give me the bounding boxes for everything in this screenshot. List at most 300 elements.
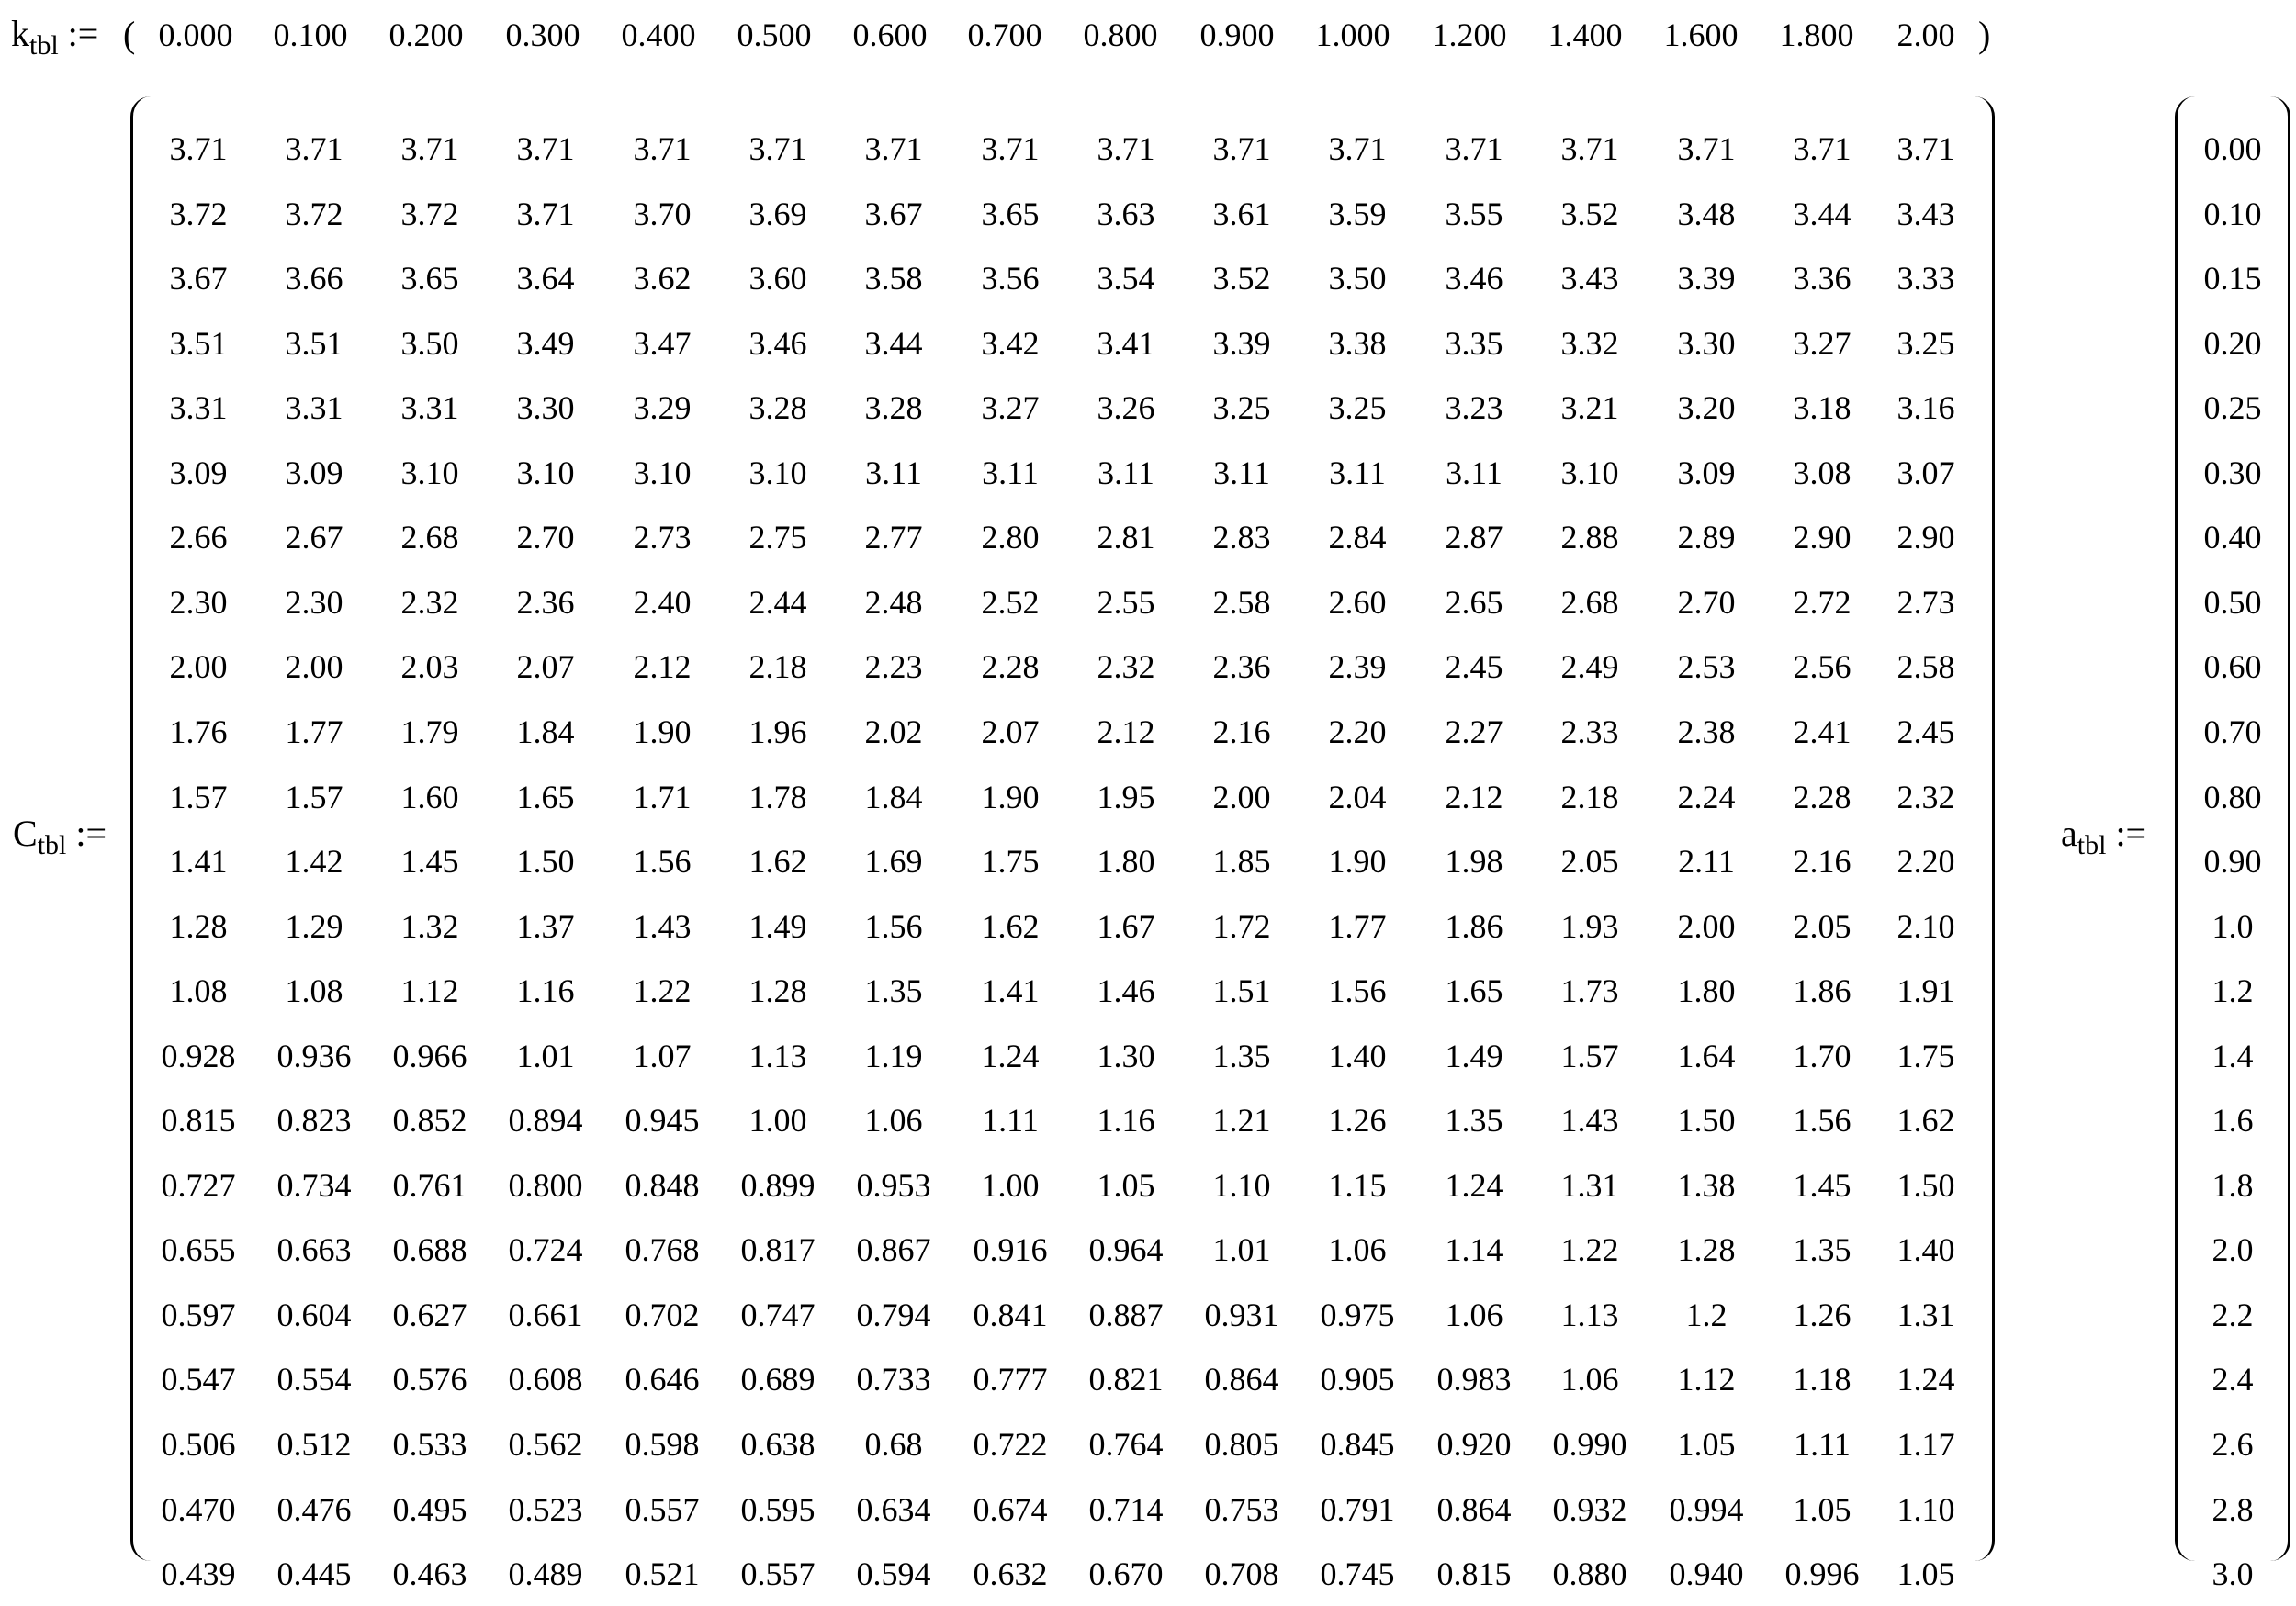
c-tbl-cell: 1.62 [1896,1102,1955,1140]
c-tbl-cell: 1.08 [169,972,228,1010]
c-tbl-cell: 2.68 [400,519,459,556]
c-tbl-cell: 0.905 [1320,1361,1395,1398]
k-tbl-label [11,13,99,61]
c-tbl-cell: 2.36 [1212,648,1271,686]
c-tbl-cell: 2.81 [1097,519,1155,556]
c-tbl-cell: 0.821 [1088,1361,1164,1398]
c-tbl-cell: 1.18 [1793,1361,1851,1398]
c-tbl-cell: 2.67 [285,519,343,556]
c-tbl-cell: 2.27 [1445,713,1503,750]
c-tbl-cell: 3.58 [864,260,923,298]
c-tbl-cell: 3.31 [400,389,459,427]
c-tbl-cell: 1.72 [1212,907,1271,945]
c-tbl-cell: 1.86 [1793,972,1851,1010]
c-tbl-cell: 3.11 [1213,454,1270,491]
c-tbl-cell: 1.31 [1560,1166,1619,1204]
c-tbl-cell: 2.07 [516,648,575,686]
c-tbl-cell: 0.920 [1436,1426,1512,1463]
c-tbl-row [130,441,1995,505]
c-tbl-cell: 2.30 [169,583,228,621]
c-tbl-cell: 2.48 [864,583,923,621]
c-tbl-cell: 1.56 [1328,972,1387,1010]
c-tbl-cell: 1.41 [169,843,228,881]
c-tbl-cell: 0.945 [625,1102,700,1140]
c-tbl-cell: 1.40 [1896,1231,1955,1269]
a-tbl-value: 2.4 [2212,1361,2254,1398]
k-tbl-value: 0.900 [1199,17,1275,53]
c-tbl-cell: 1.26 [1328,1102,1387,1140]
c-tbl-cell: 3.71 [748,130,807,167]
c-tbl-cell: 3.44 [864,324,923,362]
c-tbl-cell: 0.661 [508,1296,583,1333]
c-tbl-cell: 1.45 [400,843,459,881]
a-tbl-value: 0.60 [2203,648,2262,686]
c-tbl-row [130,1542,1995,1606]
k-tbl-name: k [11,13,29,54]
c-tbl-cell: 1.22 [633,972,692,1010]
c-tbl-cell: 2.05 [1560,843,1619,881]
a-tbl-label [2061,815,2146,859]
c-tbl-cell: 0.463 [392,1555,467,1593]
c-tbl-cell: 1.49 [1445,1037,1503,1074]
c-tbl-cell: 0.727 [161,1166,236,1204]
c-tbl-cell: 0.928 [161,1037,236,1074]
c-tbl-cell: 3.71 [633,130,692,167]
a-tbl-value: 0.70 [2203,713,2262,750]
c-tbl-cell: 2.05 [1793,907,1851,945]
c-tbl-cell: 0.845 [1320,1426,1395,1463]
c-tbl-cell: 2.80 [981,519,1040,556]
c-tbl-row [130,182,1995,246]
c-tbl-cell: 0.597 [161,1296,236,1333]
c-tbl-cell: 1.07 [633,1037,692,1074]
c-tbl-cell: 1.46 [1097,972,1155,1010]
c-tbl-cell: 1.71 [633,778,692,815]
c-tbl-cell: 3.65 [981,195,1040,232]
c-tbl-cell: 3.70 [633,195,692,232]
c-tbl-cell: 0.489 [508,1555,583,1593]
c-tbl-cell: 0.634 [856,1490,931,1528]
c-tbl-cell: 0.476 [276,1490,352,1528]
c-tbl-cell: 1.24 [981,1037,1040,1074]
c-tbl-cell: 0.733 [856,1361,931,1398]
c-tbl-cell: 2.16 [1793,843,1851,881]
c-tbl-cell: 3.64 [516,260,575,298]
c-tbl-cell: 0.439 [161,1555,236,1593]
c-tbl-cell: 3.71 [1560,130,1619,167]
c-tbl-cell: 3.46 [748,324,807,362]
c-tbl-cell: 2.41 [1793,713,1851,750]
c-tbl-cell: 1.12 [1677,1361,1736,1398]
c-tbl-row [130,1412,1995,1477]
c-tbl-cell: 2.45 [1896,713,1955,750]
c-tbl-cell: 2.23 [864,648,923,686]
c-tbl-cell: 3.30 [1677,324,1736,362]
c-tbl-cell: 2.88 [1560,519,1619,556]
c-tbl-cell: 3.29 [633,389,692,427]
c-tbl-cell: 0.608 [508,1361,583,1398]
a-tbl-value: 0.90 [2203,843,2262,881]
c-tbl-cell: 0.990 [1552,1426,1627,1463]
c-tbl-row [130,117,1995,181]
c-tbl-cell: 0.880 [1552,1555,1627,1593]
c-tbl-cell: 0.638 [740,1426,816,1463]
a-tbl-value: 2.2 [2212,1296,2254,1333]
c-tbl-cell: 0.864 [1204,1361,1279,1398]
a-tbl-value: 1.0 [2212,907,2254,945]
c-tbl-cell: 0.495 [392,1490,467,1528]
c-tbl-cell: 3.31 [169,389,228,427]
c-tbl-cell: 1.17 [1896,1426,1955,1463]
c-tbl-cell: 1.70 [1793,1037,1851,1074]
c-tbl-cell: 0.994 [1669,1490,1744,1528]
c-tbl-name: C [13,813,38,854]
c-tbl-cell: 3.25 [1212,389,1271,427]
c-tbl-cell: 0.996 [1784,1555,1860,1593]
c-tbl-subscript: tbl [37,830,67,860]
c-tbl-cell: 1.64 [1677,1037,1736,1074]
c-tbl-cell: 1.50 [516,843,575,881]
c-tbl-cell: 3.44 [1793,195,1851,232]
c-tbl-cell: 1.29 [285,907,343,945]
c-tbl-cell: 1.90 [981,778,1040,815]
c-tbl-cell: 2.56 [1793,648,1851,686]
c-tbl-cell: 1.98 [1445,843,1503,881]
k-tbl-value: 0.400 [621,17,696,53]
c-tbl-cell: 3.56 [981,260,1040,298]
c-tbl-cell: 1.56 [864,907,923,945]
c-tbl-cell: 0.975 [1320,1296,1395,1333]
c-tbl-cell: 1.76 [169,713,228,750]
c-tbl-cell: 2.49 [1560,648,1619,686]
c-tbl-cell: 2.55 [1097,583,1155,621]
c-tbl-cell: 0.894 [508,1102,583,1140]
c-tbl-cell: 0.817 [740,1231,816,1269]
c-tbl-cell: 3.71 [864,130,923,167]
k-tbl-value: 0.500 [737,17,812,53]
c-tbl-cell: 3.43 [1560,260,1619,298]
c-tbl-cell: 3.20 [1677,389,1736,427]
c-tbl-cell: 1.13 [748,1037,807,1074]
c-tbl-cell: 3.46 [1445,260,1503,298]
c-tbl-cell: 0.815 [1436,1555,1512,1593]
k-tbl-subscript: tbl [29,30,59,61]
c-tbl-cell: 1.35 [1212,1037,1271,1074]
k-tbl-value: 0.600 [852,17,928,53]
c-tbl-row [130,959,1995,1023]
c-tbl-cell: 3.31 [285,389,343,427]
c-tbl-row [130,1088,1995,1152]
c-tbl-cell: 0.753 [1204,1490,1279,1528]
c-tbl-cell: 0.761 [392,1166,467,1204]
c-tbl-cell: 3.71 [400,130,459,167]
c-tbl-cell: 0.512 [276,1426,352,1463]
c-tbl-cell: 3.60 [748,260,807,298]
c-tbl-cell: 2.45 [1445,648,1503,686]
c-tbl-cell: 1.75 [981,843,1040,881]
c-tbl-cell: 3.18 [1793,389,1851,427]
c-tbl-cell: 1.28 [1677,1231,1736,1269]
c-tbl-cell: 0.521 [625,1555,700,1593]
c-tbl-cell: 0.506 [161,1426,236,1463]
c-tbl-cell: 0.714 [1088,1490,1164,1528]
c-tbl-cell: 2.12 [633,648,692,686]
c-tbl-cell: 2.32 [400,583,459,621]
c-tbl-cell: 3.55 [1445,195,1503,232]
c-tbl-cell: 0.764 [1088,1426,1164,1463]
c-tbl-cell: 1.65 [1445,972,1503,1010]
c-tbl-cell: 1.01 [516,1037,575,1074]
c-tbl-row [130,1347,1995,1411]
c-tbl-cell: 1.43 [633,907,692,945]
c-tbl-cell: 1.28 [748,972,807,1010]
c-tbl-cell: 1.19 [864,1037,923,1074]
c-tbl-row [130,894,1995,959]
c-tbl-cell: 3.71 [1097,130,1155,167]
c-tbl-cell: 3.27 [1793,324,1851,362]
c-tbl-cell: 1.62 [981,907,1040,945]
c-tbl-cell: 1.16 [516,972,575,1010]
c-tbl-cell: 1.05 [1793,1490,1851,1528]
c-tbl-cell: 3.28 [748,389,807,427]
c-tbl-cell: 3.62 [633,260,692,298]
a-tbl-value: 0.30 [2203,454,2262,491]
c-tbl-cell: 3.47 [633,324,692,362]
c-tbl-cell: 1.35 [1445,1102,1503,1140]
c-tbl-cell: 3.72 [400,195,459,232]
k-tbl-value: 1.800 [1779,17,1854,53]
c-tbl-cell: 0.674 [973,1490,1048,1528]
c-tbl-cell: 1.14 [1445,1231,1503,1269]
c-tbl-cell: 1.49 [748,907,807,945]
c-tbl-cell: 3.71 [169,130,228,167]
c-tbl-cell: 3.11 [982,454,1039,491]
a-tbl-value: 2.6 [2212,1426,2254,1463]
c-tbl-cell: 1.95 [1097,778,1155,815]
c-tbl-cell: 3.71 [516,130,575,167]
k-tbl-value: 0.300 [505,17,580,53]
c-tbl-cell: 1.01 [1212,1231,1271,1269]
c-tbl-cell: 0.655 [161,1231,236,1269]
c-tbl-cell: 1.57 [1560,1037,1619,1074]
c-tbl-cell: 3.35 [1445,324,1503,362]
c-tbl-cell: 2.83 [1212,519,1271,556]
c-tbl-cell: 3.11 [1329,454,1386,491]
c-tbl-cell: 2.03 [400,648,459,686]
c-tbl-cell: 0.734 [276,1166,352,1204]
c-tbl-cell: 0.794 [856,1296,931,1333]
c-tbl-row [130,505,1995,569]
a-tbl-column-vector [2175,96,2290,1593]
c-tbl-cell: 0.916 [973,1231,1048,1269]
c-tbl-cell: 3.28 [864,389,923,427]
c-tbl-cell: 0.953 [856,1166,931,1204]
c-tbl-cell: 3.07 [1896,454,1955,491]
c-tbl-cell: 2.30 [285,583,343,621]
c-tbl-cell: 0.533 [392,1426,467,1463]
k-tbl-close-paren: ) [1978,14,1991,55]
c-tbl-cell: 1.56 [1793,1102,1851,1140]
c-tbl-cell: 2.24 [1677,778,1736,815]
c-tbl-cell: 3.10 [516,454,575,491]
c-tbl-cell: 1.91 [1896,972,1955,1010]
c-tbl-cell: 1.57 [285,778,343,815]
c-tbl-cell: 3.49 [516,324,575,362]
a-tbl-subscript: tbl [2077,830,2107,860]
c-tbl-cell: 1.78 [748,778,807,815]
k-tbl-value: 2.00 [1896,17,1955,53]
a-tbl-value: 2.8 [2212,1490,2254,1528]
c-tbl-row [130,311,1995,376]
c-tbl-cell: 0.777 [973,1361,1048,1398]
a-tbl-value: 0.40 [2203,519,2262,556]
c-tbl-cell: 3.41 [1097,324,1155,362]
c-tbl-cell: 1.75 [1896,1037,1955,1074]
c-tbl-cell: 3.26 [1097,389,1155,427]
c-tbl-cell: 1.11 [1794,1426,1851,1463]
c-tbl-cell: 1.15 [1328,1166,1387,1204]
c-tbl-cell: 1.56 [633,843,692,881]
c-tbl-cell: 2.32 [1097,648,1155,686]
c-tbl-cell: 1.86 [1445,907,1503,945]
c-tbl-cell: 0.598 [625,1426,700,1463]
a-tbl-name: a [2061,813,2077,854]
c-tbl-cell: 3.63 [1097,195,1155,232]
c-tbl-cell: 2.40 [633,583,692,621]
c-tbl-cell: 3.33 [1896,260,1955,298]
c-tbl-cell: 3.11 [865,454,922,491]
k-tbl-value: 0.700 [967,17,1042,53]
c-tbl-cell: 2.18 [1560,778,1619,815]
c-tbl-cell: 3.09 [1677,454,1736,491]
c-tbl-cell: 3.71 [1793,130,1851,167]
c-tbl-row [130,1283,1995,1347]
c-tbl-cell: 2.10 [1896,907,1955,945]
c-tbl-cell: 3.39 [1212,324,1271,362]
c-tbl-cell: 3.71 [981,130,1040,167]
c-tbl-cell: 2.04 [1328,778,1387,815]
c-tbl-row [130,700,1995,764]
c-tbl-cell: 2.36 [516,583,575,621]
c-tbl-cell: 0.445 [276,1555,352,1593]
c-tbl-cell: 1.50 [1896,1166,1955,1204]
c-tbl-cell: 2.90 [1793,519,1851,556]
c-tbl-cell: 0.791 [1320,1490,1395,1528]
c-tbl-cell: 3.09 [169,454,228,491]
c-tbl-cell: 3.71 [1896,130,1955,167]
c-tbl-cell: 1.40 [1328,1037,1387,1074]
c-tbl-cell: 1.43 [1560,1102,1619,1140]
c-tbl-cell: 1.96 [748,713,807,750]
c-tbl-cell: 2.58 [1212,583,1271,621]
c-tbl-cell: 1.37 [516,907,575,945]
c-tbl-cell: 0.646 [625,1361,700,1398]
c-tbl-cell: 3.51 [285,324,343,362]
c-tbl-cell: 2.53 [1677,648,1736,686]
c-tbl-cell: 1.06 [1328,1231,1387,1269]
k-tbl-value: 1.600 [1663,17,1739,53]
c-tbl-cell: 0.747 [740,1296,816,1333]
c-tbl-cell: 1.10 [1896,1490,1955,1528]
c-tbl-cell: 2.20 [1896,843,1955,881]
c-tbl-cell: 1.45 [1793,1166,1851,1204]
c-tbl-cell: 3.50 [1328,260,1387,298]
c-tbl-cell: 0.562 [508,1426,583,1463]
a-tbl-assign: := [2115,813,2147,854]
c-tbl-cell: 2.70 [516,519,575,556]
c-tbl-cell: 1.24 [1896,1361,1955,1398]
k-tbl-value: 0.200 [388,17,464,53]
c-tbl-cell: 2.00 [1677,907,1736,945]
c-tbl-cell: 3.10 [633,454,692,491]
c-tbl-cell: 0.899 [740,1166,816,1204]
c-tbl-cell: 0.931 [1204,1296,1279,1333]
c-tbl-cell: 0.864 [1436,1490,1512,1528]
c-tbl-cell: 3.42 [981,324,1040,362]
c-tbl-row [130,1477,1995,1542]
c-tbl-cell: 3.43 [1896,195,1955,232]
c-tbl-cell: 1.60 [400,778,459,815]
a-tbl-value: 1.2 [2212,972,2254,1010]
a-tbl-value: 0.20 [2203,324,2262,362]
c-tbl-cell: 3.51 [169,324,228,362]
c-tbl-cell: 1.65 [516,778,575,815]
c-tbl-cell: 0.841 [973,1296,1048,1333]
a-tbl-value: 0.50 [2203,583,2262,621]
c-tbl-cell: 0.800 [508,1166,583,1204]
c-tbl-cell: 3.72 [169,195,228,232]
c-tbl-cell: 0.557 [740,1555,816,1593]
c-tbl-cell: 1.90 [633,713,692,750]
c-tbl-cell: 1.12 [400,972,459,1010]
c-tbl-cell: 2.12 [1445,778,1503,815]
c-tbl-cell: 1.42 [285,843,343,881]
c-tbl-cell: 1.90 [1328,843,1387,881]
c-tbl-cell: 1.62 [748,843,807,881]
c-tbl-cell: 2.00 [285,648,343,686]
k-tbl-value: 1.000 [1315,17,1390,53]
c-tbl-cell: 3.30 [516,389,575,427]
c-tbl-cell: 3.21 [1560,389,1619,427]
c-tbl-row [130,765,1995,829]
c-tbl-cell: 1.11 [982,1102,1039,1140]
a-tbl-value: 0.80 [2203,778,2262,815]
c-tbl-cell: 2.28 [1793,778,1851,815]
c-tbl-cell: 1.57 [169,778,228,815]
c-tbl-cell: 2.28 [981,648,1040,686]
c-tbl-cell: 3.11 [1097,454,1154,491]
c-tbl-cell: 0.708 [1204,1555,1279,1593]
c-tbl-cell: 1.31 [1896,1296,1955,1333]
c-tbl-cell: 1.84 [516,713,575,750]
c-tbl-cell: 3.39 [1677,260,1736,298]
c-tbl-cell: 3.16 [1896,389,1955,427]
c-tbl-cell: 1.2 [1685,1296,1728,1333]
c-tbl-cell: 3.71 [285,130,343,167]
c-tbl-cell: 2.11 [1678,843,1735,881]
k-tbl-value: 0.800 [1083,17,1158,53]
c-tbl-cell: 3.10 [1560,454,1619,491]
c-tbl-cell: 2.07 [981,713,1040,750]
c-tbl-cell: 2.90 [1896,519,1955,556]
c-tbl-cell: 1.30 [1097,1037,1155,1074]
a-tbl-value: 3.0 [2212,1555,2254,1593]
c-tbl-cell: 3.23 [1445,389,1503,427]
c-tbl-row [130,1153,1995,1218]
c-tbl-cell: 1.16 [1097,1102,1155,1140]
c-tbl-cell: 2.73 [1896,583,1955,621]
c-tbl-cell: 2.65 [1445,583,1503,621]
